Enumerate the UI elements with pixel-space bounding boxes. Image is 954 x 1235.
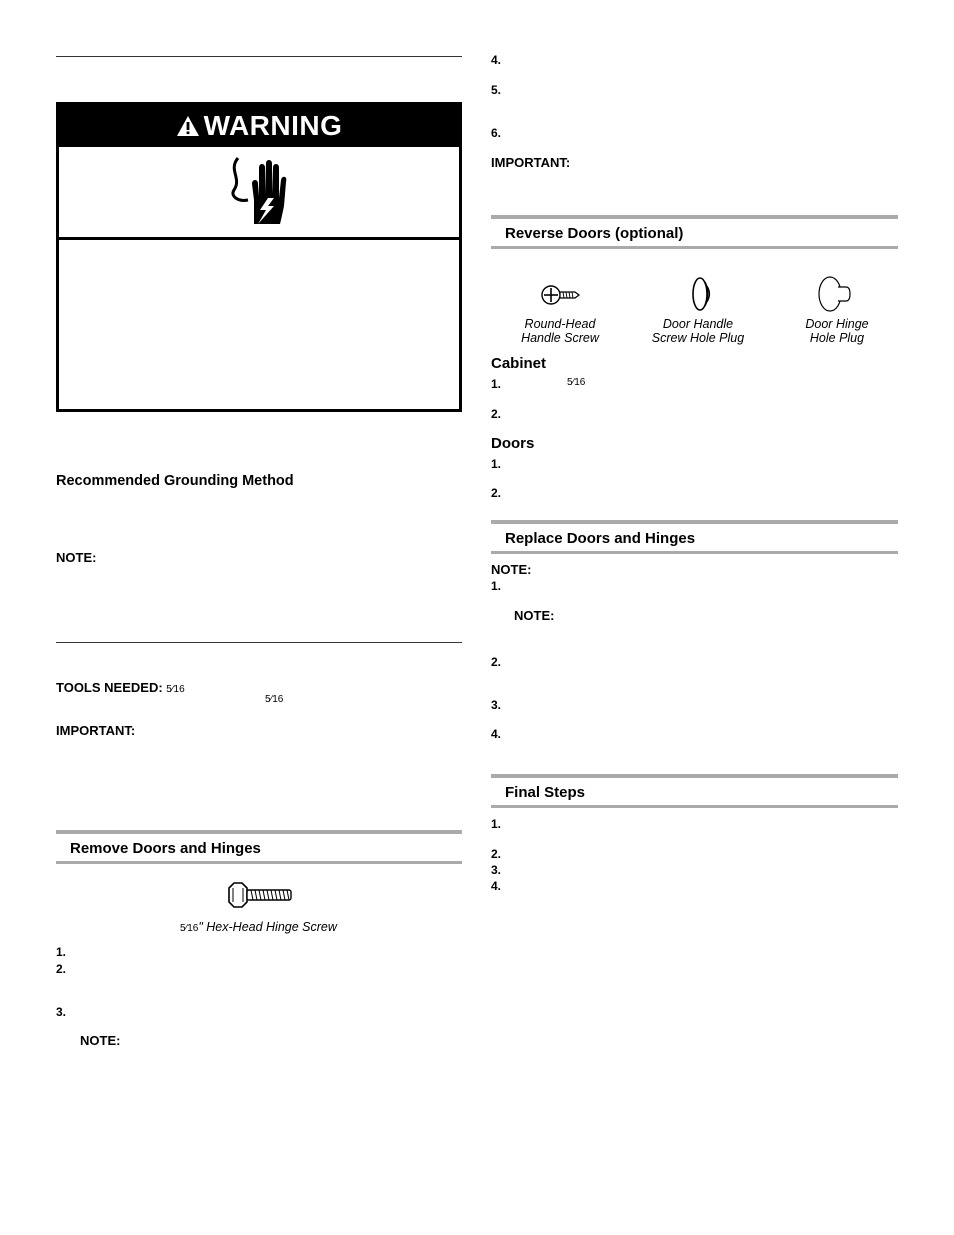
important-label-1: IMPORTANT: [56, 723, 136, 738]
warning-title: WARNING [203, 110, 343, 141]
cabinet-heading: Cabinet [491, 355, 547, 372]
part-caption-handle-plug-line1: Door Handle [662, 317, 734, 331]
note-label-3: NOTE: [491, 562, 532, 577]
tools-needed-label [56, 680, 185, 695]
round-head-screw-icon [541, 283, 581, 307]
replace-doors-section-bar [491, 520, 898, 554]
replace-doors-heading: Replace Doors and Hinges [505, 530, 696, 547]
warning-box [56, 102, 462, 412]
warning-icon-row [59, 147, 459, 240]
top-rule-left [56, 56, 462, 57]
door-handle-plug-icon [690, 275, 714, 313]
top-step-4: 4. [491, 53, 502, 67]
part-caption-round-head-line1: Round-Head [524, 317, 596, 331]
final-steps-heading: Final Steps [505, 784, 586, 801]
tools-needed-text: TOOLS NEEDED: [56, 680, 163, 695]
section-rule-left [56, 642, 462, 643]
reverse-doors-section-bar [491, 215, 898, 249]
remove-step-2: 2. [56, 962, 67, 976]
part-caption-handle-plug [633, 317, 763, 345]
warning-header [59, 105, 459, 147]
part-caption-handle-plug-line2: Screw Hole Plug [651, 331, 745, 345]
hex-head-screw-icon [226, 882, 294, 908]
note-label-4: NOTE: [514, 608, 555, 623]
recommended-grounding-heading: Recommended Grounding Method [56, 473, 294, 489]
doors-step-1: 1. [491, 457, 502, 471]
tools-fraction-a: 5⁄16 [166, 684, 185, 695]
replace-step-4: 4. [491, 727, 502, 741]
top-step-5: 5. [491, 83, 502, 97]
replace-step-3: 3. [491, 698, 502, 712]
final-step-2: 2. [491, 847, 502, 861]
remove-step-1: 1. [56, 945, 67, 959]
hex-screw-caption [180, 920, 337, 934]
warning-triangle-icon [176, 115, 200, 137]
reverse-doors-heading: Reverse Doors (optional) [505, 225, 684, 242]
final-step-1: 1. [491, 817, 502, 831]
note-label-2: NOTE: [80, 1033, 121, 1048]
cabinet-step-2: 2. [491, 407, 502, 421]
cabinet-step-1: 1. [491, 377, 502, 391]
tools-fraction-b: 5⁄16 [265, 694, 284, 705]
important-label-2: IMPORTANT: [491, 155, 571, 170]
hex-screw-caption-fraction: 5⁄16 [180, 923, 199, 934]
part-caption-round-head-line2: Handle Screw [521, 331, 599, 345]
remove-doors-section-bar [56, 830, 462, 864]
hex-screw-caption-text: " Hex-Head Hinge Screw [198, 920, 337, 934]
replace-step-1: 1. [491, 579, 502, 593]
note-label-1: NOTE: [56, 550, 97, 565]
part-caption-hinge-plug-line1: Door Hinge [805, 317, 869, 331]
part-caption-hinge-plug-line2: Hole Plug [809, 331, 865, 345]
remove-doors-heading: Remove Doors and Hinges [70, 840, 261, 857]
part-caption-hinge-plug [777, 317, 897, 345]
replace-step-2: 2. [491, 655, 502, 669]
doors-heading: Doors [491, 435, 535, 452]
final-step-4: 4. [491, 879, 502, 893]
top-step-6: 6. [491, 126, 502, 140]
final-step-3: 3. [491, 863, 502, 877]
door-hinge-plug-icon [816, 274, 856, 314]
electric-shock-hand-icon [224, 154, 294, 230]
cabinet-fraction: 5⁄16 [567, 377, 586, 388]
remove-step-3: 3. [56, 1005, 67, 1019]
final-steps-section-bar [491, 774, 898, 808]
doors-step-2: 2. [491, 486, 502, 500]
part-caption-round-head [500, 317, 620, 345]
